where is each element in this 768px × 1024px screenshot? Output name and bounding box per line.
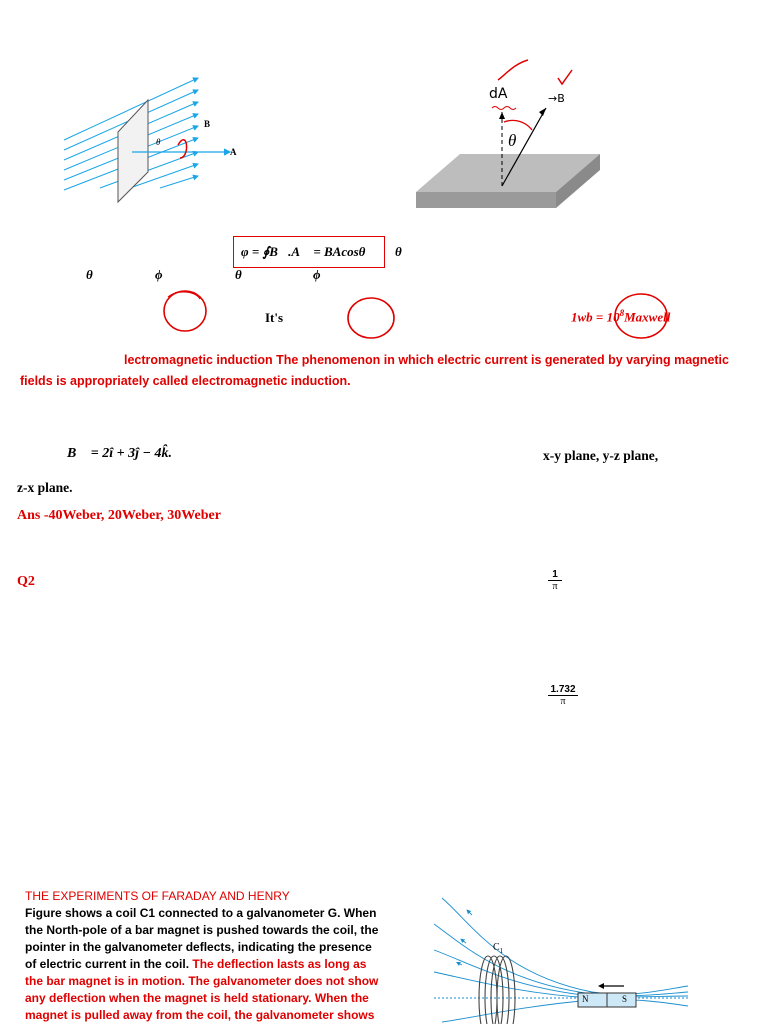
unit-rest: Maxwell	[624, 309, 671, 325]
symbol-theta-1: θ	[86, 267, 93, 282]
flux-formula: φ = ∮B⃗.A⃗ = BAcosθ	[241, 244, 366, 259]
fraction-1-over-pi	[548, 569, 562, 593]
its-text: It's	[265, 310, 284, 325]
faraday-line-4-red: The deflection lasts as long as	[192, 957, 367, 971]
faraday-line-2: the North-pole of a bar magnet is pushed towards the coil, the	[25, 923, 379, 937]
coil-label-sub: 1	[499, 947, 504, 955]
symbol-phi-1: ϕ	[155, 267, 163, 282]
frac1-numerator: 1	[548, 569, 562, 581]
fig1-a-label: A	[230, 147, 237, 157]
q1-answer: Ans -40Weber, 20Weber, 30Weber	[17, 508, 221, 523]
coil-label	[493, 942, 503, 955]
faraday-section	[25, 888, 405, 1024]
fig2-theta-label: θ	[508, 131, 517, 150]
symbol-phi-2: ϕ	[313, 267, 321, 282]
frac2-denominator: π	[560, 696, 566, 707]
coil-label-main: C	[493, 942, 500, 953]
faraday-line-1: Figure shows a coil C1 connected to a galvanometer G. When	[25, 906, 377, 920]
field-lines-diagram	[60, 70, 300, 200]
frac1-denominator: π	[552, 581, 558, 592]
q1-planes: x-y plane, y-z plane,	[543, 448, 659, 463]
magnet-north-label: N	[582, 994, 589, 1004]
faraday-line-6: any deflection when the magnet is held stationary. When the	[25, 991, 369, 1005]
faraday-line-7: magnet is pulled away from the coil, the galvanometer shows	[25, 1008, 375, 1022]
fig1-b-label: B	[204, 119, 211, 129]
fig2-b-label: →B	[548, 92, 565, 105]
faraday-line-4	[25, 956, 405, 973]
fraction-1732-over-pi	[548, 684, 578, 708]
faraday-heading: THE EXPERIMENTS OF FARADAY AND HENRY	[25, 889, 290, 903]
magnet-south-label: S	[622, 994, 628, 1004]
fig1-theta-label: θ	[156, 137, 161, 147]
fig2-da-label: dA	[489, 86, 508, 102]
unit-main: 1wb = 10	[571, 309, 620, 325]
q2-label: Q2	[17, 574, 35, 589]
faraday-line-5: the bar magnet is in motion. The galvanometer does not show	[25, 974, 379, 988]
formula-theta: θ	[395, 244, 402, 259]
unit-sup: 8	[619, 308, 625, 318]
symbol-theta-2: θ	[235, 267, 242, 282]
faraday-line-4-black: of electric current in the coil.	[25, 957, 193, 971]
faraday-line-3: pointer in the galvanometer deflects, indicating the presence	[25, 940, 372, 954]
coil-magnet-diagram	[432, 894, 692, 1024]
weber-maxwell-relation	[571, 308, 670, 325]
em-induction-line1: lectromagnetic induction The phenomenon in which electric current is generated by varying magnetic	[124, 353, 729, 367]
em-induction-line2: fields is appropriately called electromagnetic induction.	[20, 374, 351, 388]
q1-planes-2: z-x plane.	[17, 480, 73, 495]
q1-field-vector: B⃗ = 2î + 3ĵ − 4k̂.	[67, 446, 172, 461]
frac2-numerator: 1.732	[548, 684, 578, 696]
